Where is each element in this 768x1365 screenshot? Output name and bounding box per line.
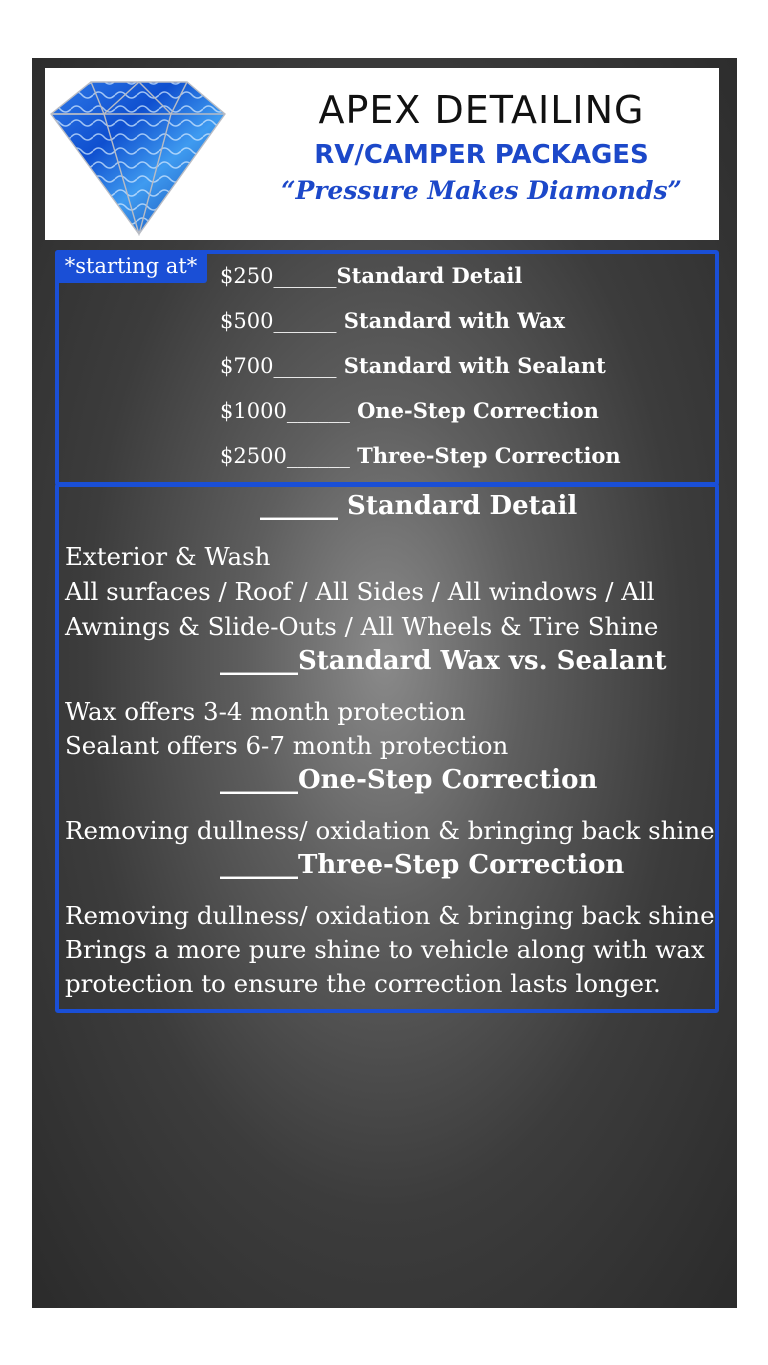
price-row — [220, 398, 599, 423]
package-name: One-Step Correction — [349, 398, 599, 423]
three-step-text: protection to ensure the correction lasts longer. — [65, 969, 661, 998]
price-row — [220, 443, 621, 468]
brand-tagline: “Pressure Makes Diamonds” — [281, 176, 682, 205]
price-row — [220, 353, 606, 378]
price-dash: ______ — [273, 264, 337, 288]
package-name: Standard with Sealant — [336, 353, 606, 378]
diamond-icon — [49, 74, 227, 236]
starting-at-badge: *starting at* — [55, 250, 207, 283]
price-row — [220, 263, 522, 288]
price-value: $500 — [220, 309, 274, 333]
package-name: Standard Detail — [336, 263, 523, 288]
price-value: $250 — [220, 264, 274, 288]
wax-vs-sealant-heading: ______Standard Wax vs. Sealant — [220, 646, 667, 676]
package-name: Three-Step Correction — [349, 443, 621, 468]
brand-subtitle: RV/CAMPER PACKAGES — [314, 140, 649, 170]
price-row — [220, 308, 565, 333]
wax-vs-sealant-text: Wax offers 3-4 month protection — [65, 697, 466, 726]
brand-title: APEX DETAILING — [318, 88, 645, 132]
three-step-heading: ______Three-Step Correction — [220, 850, 625, 880]
header-banner — [45, 68, 719, 240]
one-step-text: Removing dullness/ oxidation & bringing back shine — [65, 816, 715, 845]
price-value: $2500 — [220, 444, 287, 468]
standard-detail-text: All surfaces / Roof / All Sides / All windows / All — [65, 577, 655, 606]
price-value: $1000 — [220, 399, 287, 423]
three-step-text: Removing dullness/ oxidation & bringing back shine — [65, 901, 715, 930]
price-dash: ______ — [286, 444, 350, 468]
price-value: $700 — [220, 354, 274, 378]
package-name: Standard with Wax — [336, 308, 566, 333]
standard-detail-text: Awnings & Slide-Outs / All Wheels & Tire Shine — [65, 612, 659, 641]
price-dash: ______ — [273, 354, 337, 378]
standard-detail-text: Exterior & Wash — [65, 542, 271, 571]
price-dash: ______ — [273, 309, 337, 333]
one-step-heading: ______One-Step Correction — [220, 765, 598, 795]
standard-detail-heading: ______ Standard Detail — [260, 491, 578, 521]
wax-vs-sealant-text: Sealant offers 6-7 month protection — [65, 731, 509, 760]
three-step-text: Brings a more pure shine to vehicle along with wax — [65, 935, 705, 964]
price-dash: ______ — [286, 399, 350, 423]
